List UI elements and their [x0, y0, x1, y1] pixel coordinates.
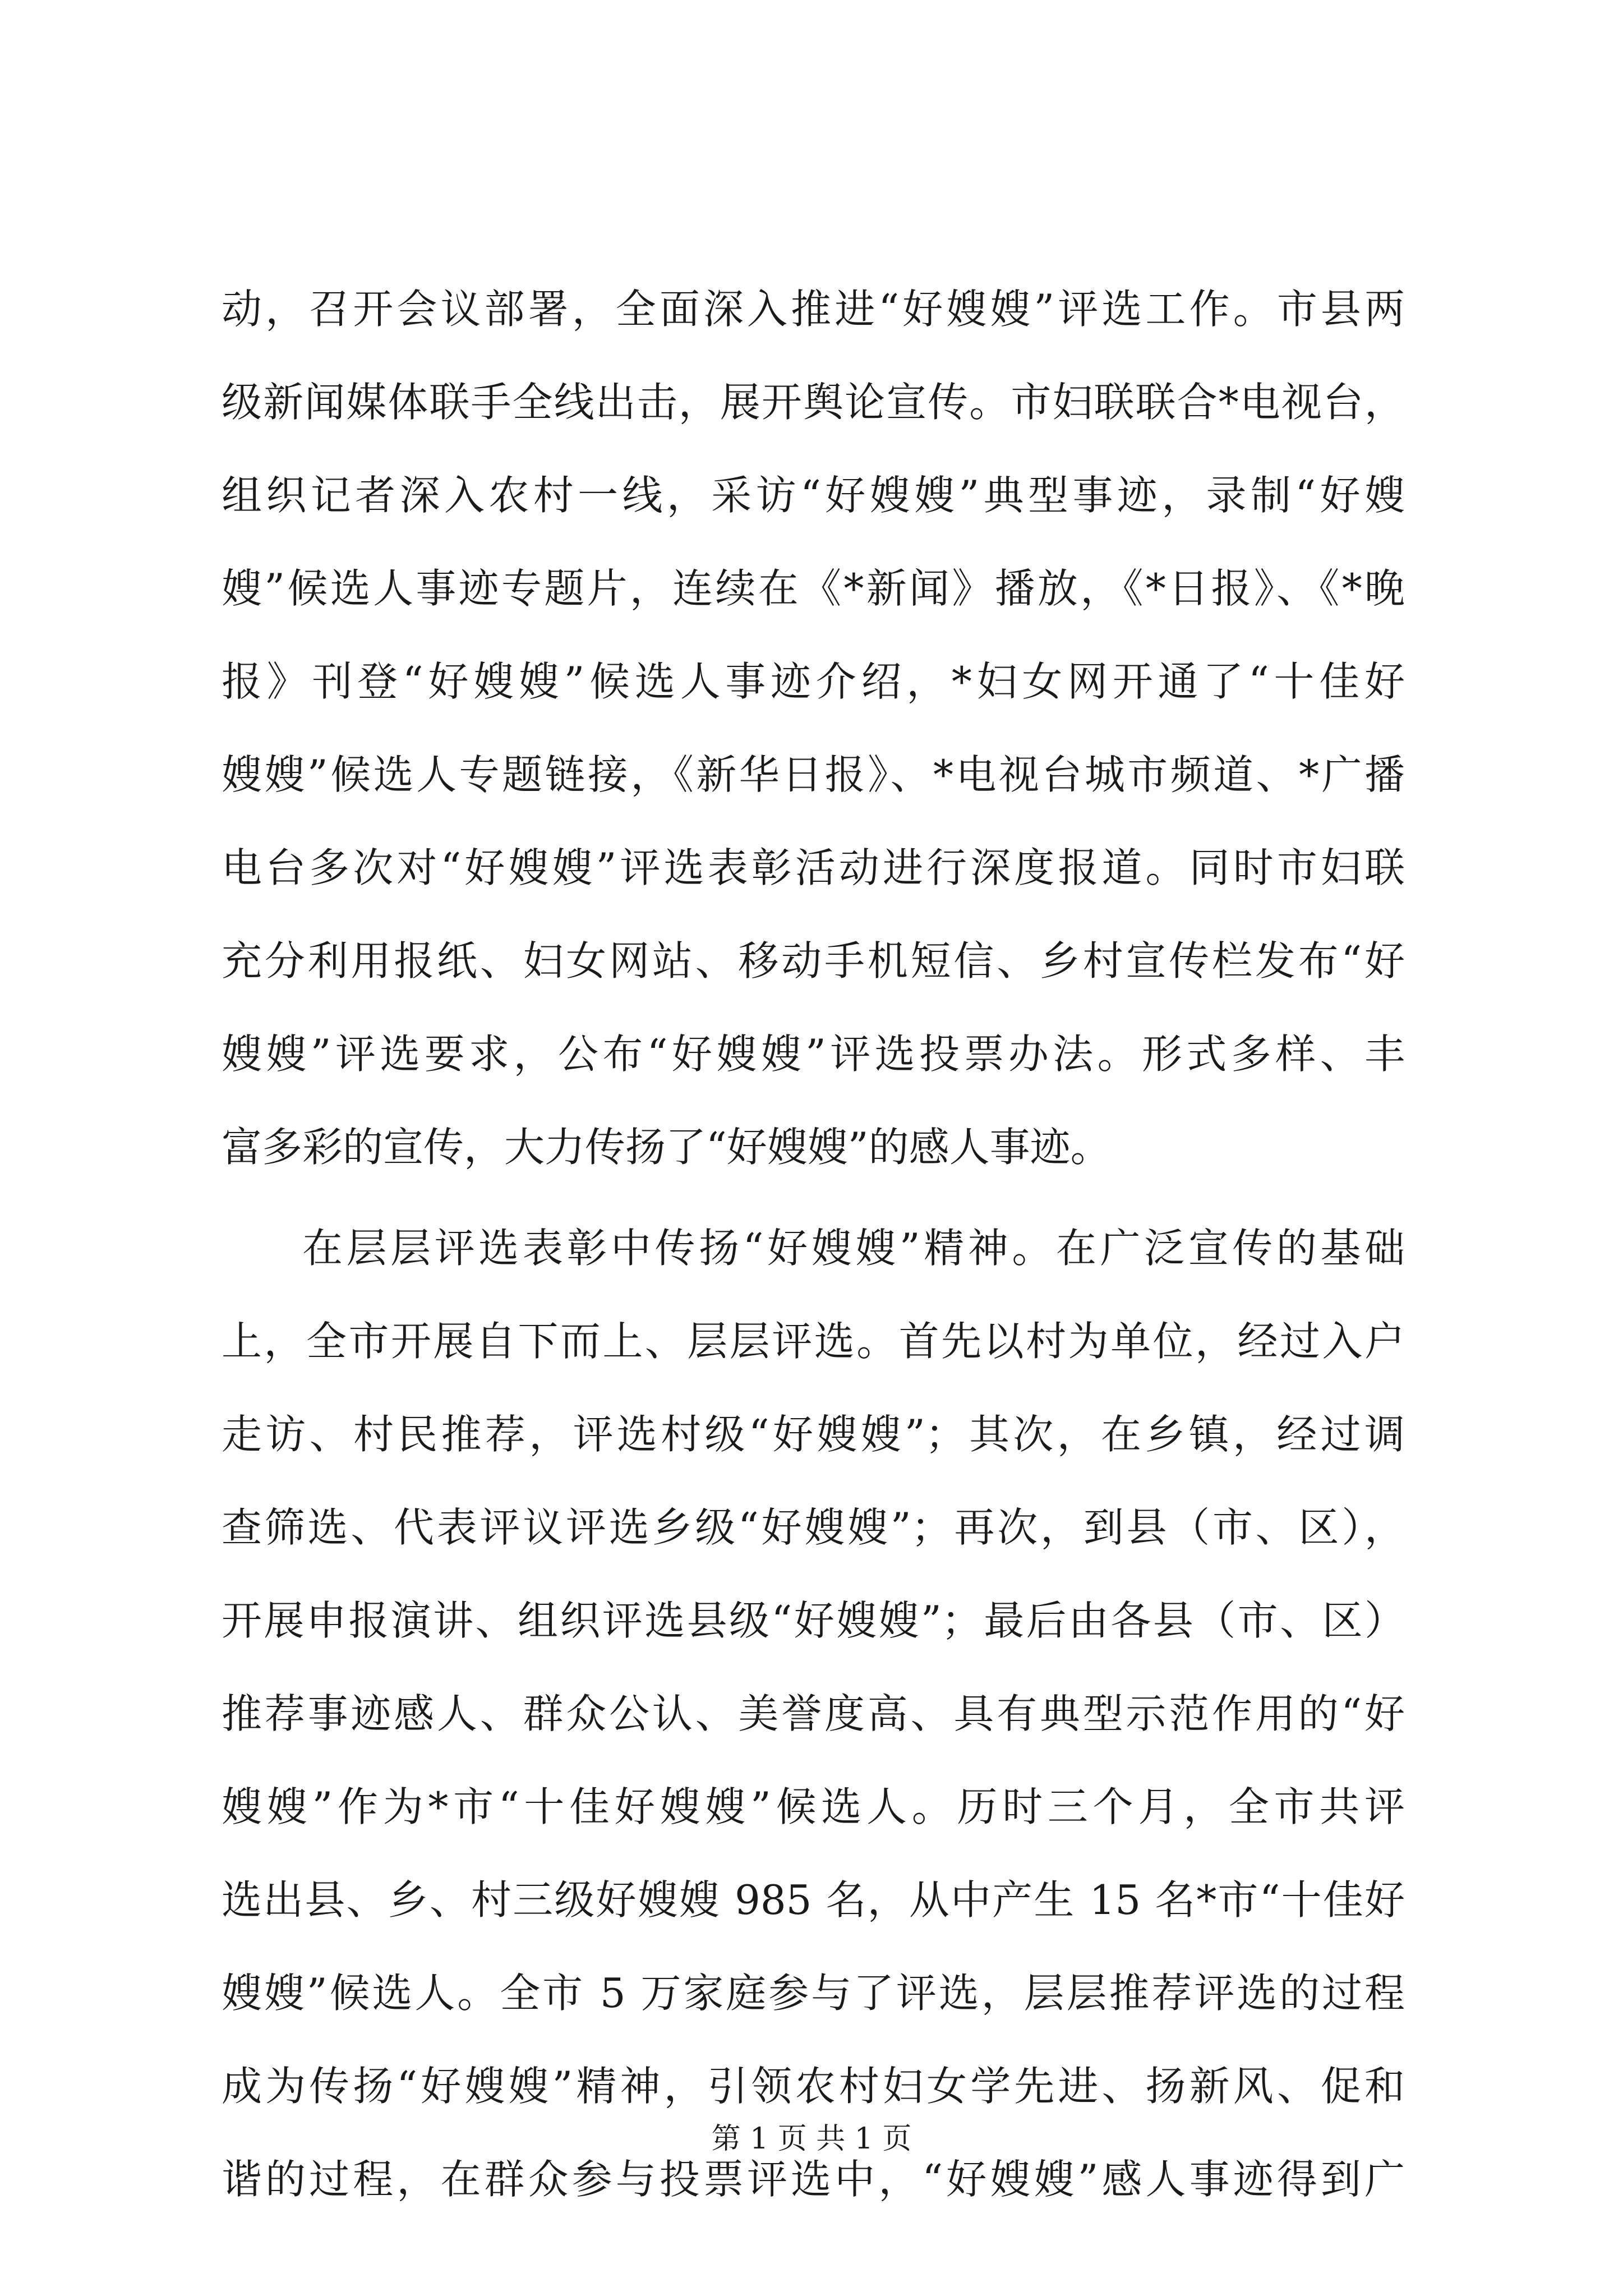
paragraph-line: 上，全市开展自下而上、层层评选。首先以村为单位，经过入户 — [222, 1318, 1405, 1365]
page-number-footer: 第 1 页 共 1 页 — [711, 2122, 912, 2156]
paragraph-line: 查筛选、代表评议评选乡级“好嫂嫂”；再次，到县（市、区）， — [222, 1504, 1405, 1551]
paragraph-line: 走访、村民推荐，评选村级“好嫂嫂”；其次，在乡镇，经过调 — [222, 1411, 1405, 1458]
paragraph-line: 动，召开会议部署，全面深入推进“好嫂嫂”评选工作。市县两 — [222, 286, 1405, 333]
paragraph-spacer — [222, 1194, 1405, 1202]
paragraph-line: 充分利用报纸、妇女网站、移动手机短信、乡村宣传栏发布“好 — [222, 937, 1405, 984]
document-body — [222, 263, 1405, 2226]
paragraph-line: 报》刊登“好嫂嫂”候选人事迹介绍，*妇女网开通了“十佳好 — [222, 658, 1405, 705]
paragraph-line: 谐的过程，在群众参与投票评选中，“好嫂嫂”感人事迹得到广 — [222, 2156, 1405, 2203]
paragraph-1 — [222, 263, 1405, 1194]
paragraph-line: 嫂”候选人事迹专题片，连续在《*新闻》播放，《*日报》、《*晚 — [222, 565, 1405, 612]
paragraph-line: 级新闻媒体联手全线出击，展开舆论宣传。市妇联联合*电视台， — [222, 379, 1405, 426]
paragraph-line: 成为传扬“好嫂嫂”精神，引领农村妇女学先进、扬新风、促和 — [222, 2063, 1405, 2110]
paragraph-2 — [222, 1202, 1405, 2226]
paragraph-line: 在层层评选表彰中传扬“好嫂嫂”精神。在广泛宣传的基础 — [302, 1225, 1405, 1272]
paragraph-line: 电台多次对“好嫂嫂”评选表彰活动进行深度报道。同时市妇联 — [222, 844, 1405, 891]
paragraph-line: 嫂嫂”候选人专题链接，《新华日报》、*电视台城市频道、*广播 — [222, 751, 1405, 798]
paragraph-line: 开展申报演讲、组织评选县级“好嫂嫂”；最后由各县（市、区） — [222, 1597, 1405, 1644]
paragraph-line: 嫂嫂”评选要求，公布“好嫂嫂”评选投票办法。形式多样、丰 — [222, 1030, 1405, 1078]
paragraph-line: 嫂嫂”候选人。全市 5 万家庭参与了评选，层层推荐评选的过程 — [222, 1970, 1405, 2017]
paragraph-line: 组织记者深入农村一线，采访“好嫂嫂”典型事迹，录制“好嫂 — [222, 472, 1405, 519]
paragraph-line: 嫂嫂”作为*市“十佳好嫂嫂”候选人。历时三个月，全市共评 — [222, 1783, 1405, 1830]
paragraph-line: 推荐事迹感人、群众公认、美誉度高、具有典型示范作用的“好 — [222, 1690, 1405, 1737]
paragraph-line: 富多彩的宣传，大力传扬了“好嫂嫂”的感人事迹。 — [222, 1124, 1111, 1171]
paragraph-line: 选出县、乡、村三级好嫂嫂 985 名，从中产生 15 名*市“十佳好 — [222, 1876, 1405, 1924]
